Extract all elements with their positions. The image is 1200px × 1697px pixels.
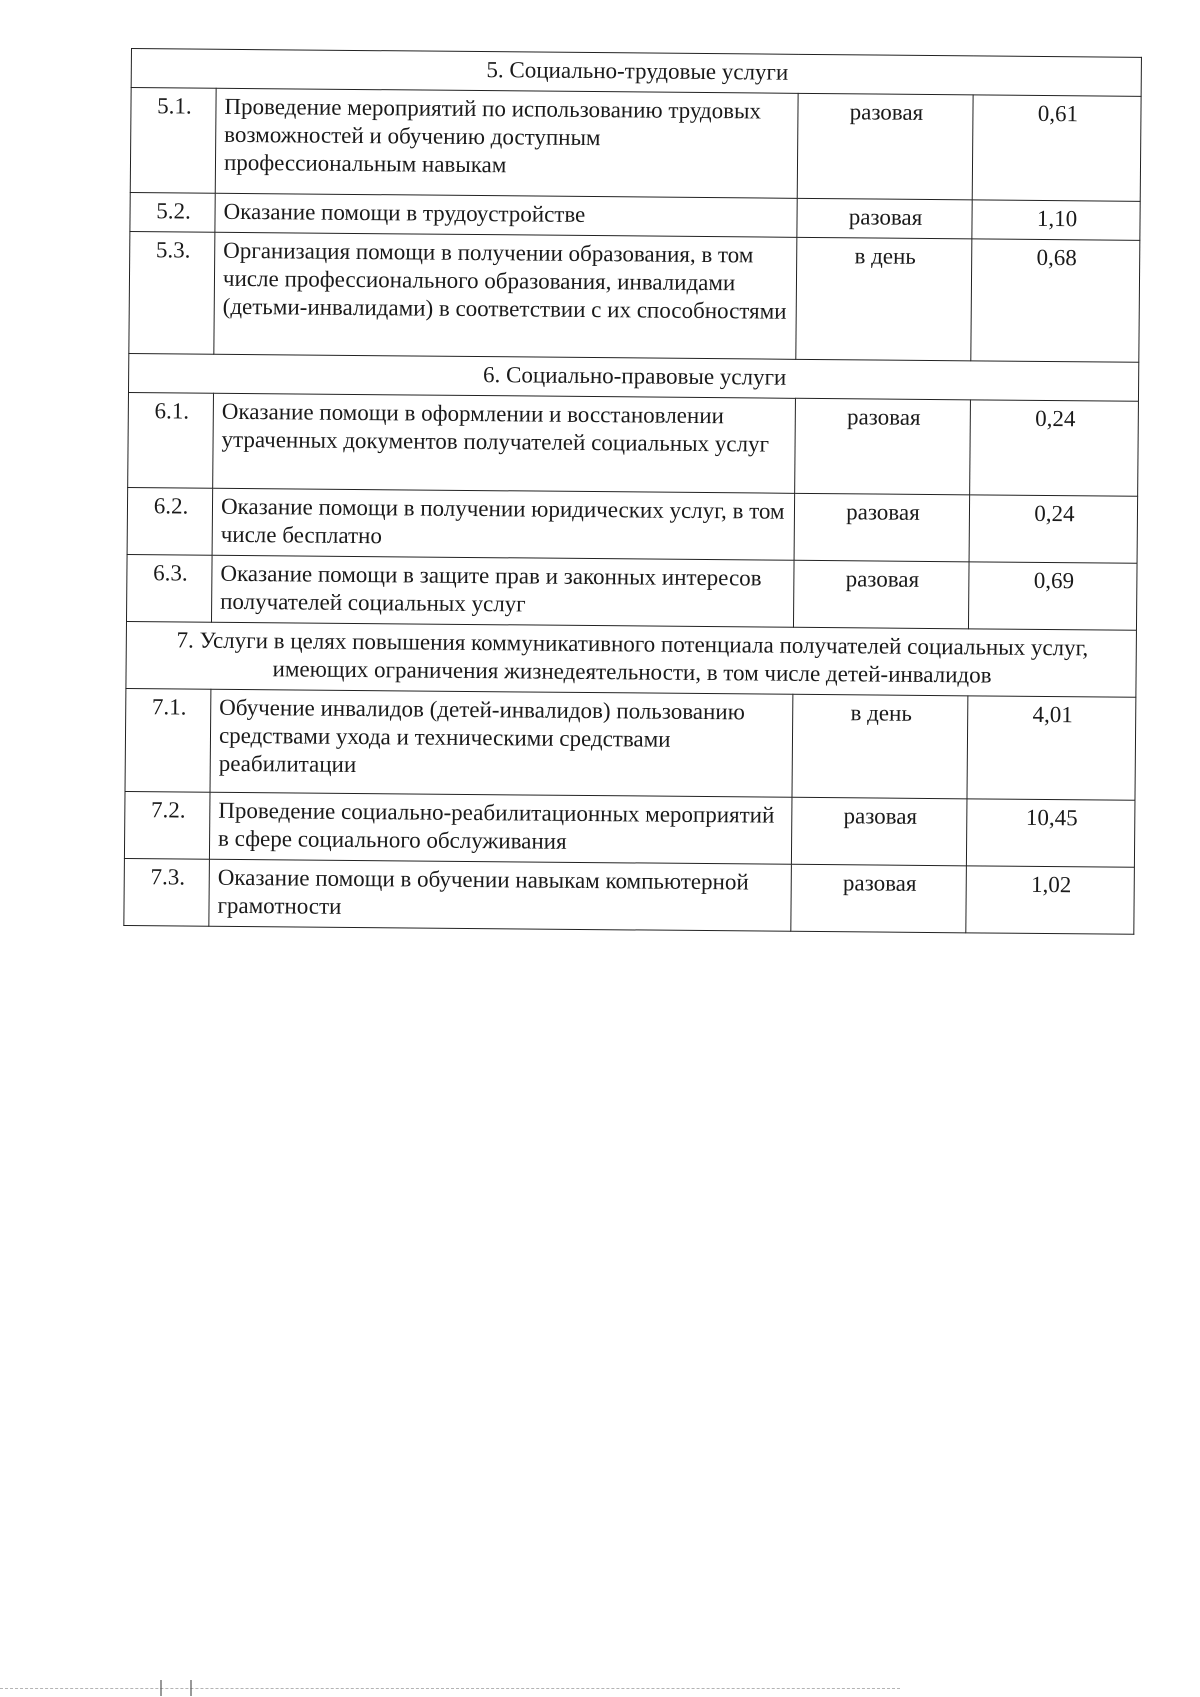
- section-header-row: [126, 621, 1137, 697]
- scan-artifact-mark: [190, 1680, 192, 1696]
- scan-artifact-line: [0, 1688, 900, 1695]
- row-number: 5.3.: [129, 231, 215, 354]
- value-cell: 0,61: [972, 95, 1141, 201]
- row-number: 6.1.: [128, 392, 214, 488]
- table-row: [130, 88, 1141, 202]
- section-title: 5. Социально-трудовые услуги: [131, 49, 1141, 97]
- value-cell: 4,01: [967, 696, 1136, 800]
- section-title: 6. Социально-правовые услуги: [128, 353, 1138, 401]
- row-number: 7.1.: [125, 688, 211, 792]
- row-number: 5.2.: [130, 192, 215, 232]
- table-row: [129, 231, 1140, 362]
- table-row: [124, 858, 1135, 934]
- table-row: [125, 688, 1136, 800]
- unit-cell: разовая: [794, 493, 970, 562]
- section-title: 7. Услуги в целях повышения коммуникативного потенциала получателей социальных услуг, имеющих ограничения жизнедеятельности, в том числе детей-инвалидов: [126, 621, 1137, 697]
- value-cell: 0,24: [970, 400, 1139, 496]
- service-name: Оказание помощи в защите прав и законных интересов получателей социальных услуг: [211, 555, 794, 627]
- value-cell: 0,69: [968, 562, 1137, 630]
- service-name: Оказание помощи в получении юридических услуг, в том числе бесплатно: [212, 488, 795, 560]
- row-number: 7.2.: [124, 791, 210, 859]
- service-name: Организация помощи в получении образования, в том числе профессионального образования, инвалидами (детьми-инвалидами) в соответствии с их способностями: [214, 232, 797, 359]
- unit-cell: разовая: [791, 797, 967, 866]
- row-number: 6.2.: [127, 487, 213, 555]
- service-name: Проведение мероприятий по использованию трудовых возможностей и обучению доступным профессиональным навыкам: [215, 88, 798, 198]
- service-name: Оказание помощи в оформлении и восстановлении утраченных документов получателей социальных услуг: [213, 393, 796, 493]
- value-cell: 10,45: [966, 799, 1135, 867]
- unit-cell: в день: [796, 237, 972, 361]
- service-name: Оказание помощи в трудоустройстве: [215, 193, 797, 237]
- table-row: [126, 554, 1137, 630]
- service-name: Оказание помощи в обучении навыкам компьютерной грамотности: [209, 859, 792, 931]
- unit-cell: разовая: [791, 864, 967, 933]
- unit-cell: в день: [792, 694, 968, 799]
- scan-artifact-mark: [160, 1680, 162, 1696]
- table-row: [127, 487, 1138, 563]
- value-cell: 0,24: [969, 495, 1138, 563]
- row-number: 5.1.: [130, 88, 216, 194]
- row-number: 7.3.: [124, 858, 210, 926]
- value-cell: 1,02: [966, 866, 1135, 934]
- value-cell: 1,10: [972, 200, 1140, 240]
- services-table: [123, 48, 1142, 935]
- row-number: 6.3.: [126, 554, 212, 622]
- unit-cell: разовая: [795, 398, 971, 495]
- unit-cell: разовая: [793, 560, 969, 629]
- table-row: [128, 392, 1139, 496]
- unit-cell: разовая: [797, 93, 973, 200]
- unit-cell: разовая: [797, 198, 972, 239]
- value-cell: 0,68: [971, 239, 1140, 362]
- service-name: Проведение социально-реабилитационных мероприятий в сфере социального обслуживания: [209, 792, 792, 864]
- table-row: [124, 791, 1135, 867]
- service-name: Обучение инвалидов (детей-инвалидов) пользованию средствами ухода и техническими средствами реабилитации: [210, 689, 793, 797]
